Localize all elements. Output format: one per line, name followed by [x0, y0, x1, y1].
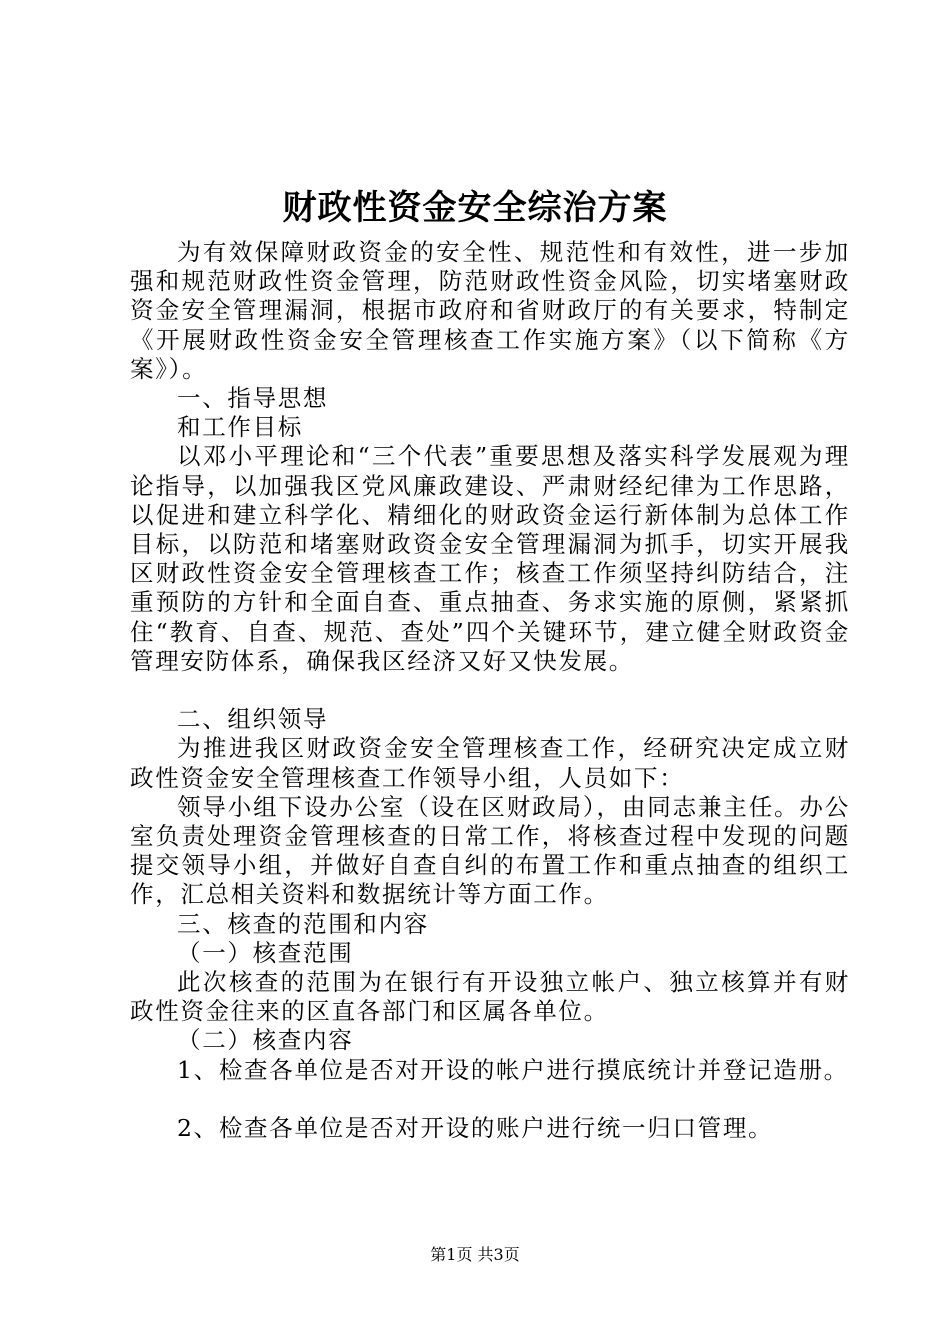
guiding-thought-paragraph: 以邓小平理论和“三个代表”重要思想及落实科学发展观为理论指导，以加强我区党风廉政建设、严肃财经纪律为工作思路，以促进和建立科学化、精细化的财政资金运行新体制为总体工作目标，以防范和堵塞财政资金安全管理漏洞为抓手，切实开展我区财政性资金安全管理核查工作；核查工作须坚持纠防结合，注重预防的方针和全面自查、重点抽查、务求实施的原侧，紧紧抓住“教育、自查、规范、查处”四个关键环节，建立健全财政资金管理安防体系，确保我区经济又好又快发展。 [130, 442, 850, 675]
section-heading-continuation: 和工作目标 [177, 413, 303, 442]
scope-paragraph: 此次核查的范围为在银行有开设独立帐户、独立核算并有财政性资金往来的区直各部门和区属各单位。 [130, 968, 850, 1026]
intro-paragraph: 为有效保障财政资金的安全性、规范性和有效性，进一步加强和规范财政性资金管理，防范财政性资金风险，切实堵塞财政资金安全管理漏洞，根据市政府和省财政厅的有关要求，特制定《开展财政性资金安全管理核查工作实施方案》（以下简称《方案》）。 [130, 238, 850, 383]
section-heading-leadership: 二、组织领导 [177, 705, 329, 734]
office-paragraph: 领导小组下设办公室（设在区财政局），由同志兼主任。办公室负责处理资金管理核查的日常工作，将核查过程中发现的问题提交领导小组，并做好自查自纠的布置工作和重点抽查的组织工作，汇总相关资料和数据统计等方面工作。 [130, 792, 850, 909]
page-footer: 第1页 共3页 [430, 1245, 520, 1264]
subheading-scope: （一）核查范围 [177, 938, 354, 967]
blank-line [130, 676, 850, 705]
section-heading-guiding-thought: 一、指导思想 [177, 384, 329, 413]
section-heading-scope: 三、核查的范围和内容 [177, 909, 429, 938]
blank-line [130, 1085, 850, 1114]
document-title: 财政性资金安全综治方案 [282, 188, 668, 228]
document-body [130, 238, 850, 1143]
leadership-paragraph: 为推进我区财政资金安全管理核查工作，经研究决定成立财政性资金安全管理核查工作领导小组，人员如下： [130, 734, 850, 792]
content-item-2: 2、检查各单位是否对开设的账户进行统一归口管理。 [177, 1114, 774, 1143]
subheading-content: （二）核查内容 [177, 1026, 354, 1055]
content-item-1: 1、检查各单位是否对开设的帐户进行摸底统计并登记造册。 [177, 1055, 849, 1084]
